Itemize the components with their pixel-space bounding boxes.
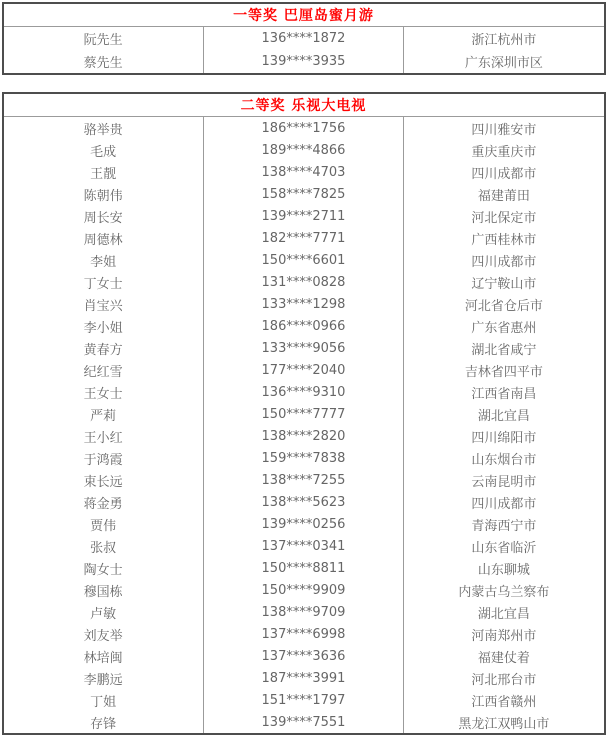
winner-phone-cell: 138****7255 [203, 469, 404, 491]
winner-phone-cell: 138****2820 [203, 425, 404, 447]
winner-phone-cell: 133****9056 [203, 337, 404, 359]
winner-name-cell: 黄春方 [3, 337, 204, 359]
winner-name-cell: 王小红 [3, 425, 204, 447]
winner-location-cell: 四川雅安市 [404, 117, 605, 140]
winner-phone-cell: 150****8811 [203, 557, 404, 579]
table-row [3, 469, 605, 491]
table-row [3, 447, 605, 469]
winner-location-cell: 河南郑州市 [404, 623, 605, 645]
table-row [3, 513, 605, 535]
winner-name-cell: 李姐 [3, 249, 204, 271]
winner-location-cell: 四川成都市 [404, 491, 605, 513]
table-row [3, 711, 605, 734]
table-row [3, 645, 605, 667]
table-row [3, 623, 605, 645]
winner-phone-cell: 138****4703 [203, 161, 404, 183]
winner-name-cell: 刘友举 [3, 623, 204, 645]
winner-phone-cell: 159****7838 [203, 447, 404, 469]
winner-name-cell: 蔡先生 [3, 50, 204, 74]
winner-phone-cell: 150****7777 [203, 403, 404, 425]
winner-name-cell: 存锋 [3, 711, 204, 734]
table-row [3, 205, 605, 227]
winner-location-cell: 湖北宜昌 [404, 403, 605, 425]
second-prize-title: 二等奖 乐视大电视 [3, 93, 605, 117]
winner-location-cell: 山东烟台市 [404, 447, 605, 469]
winner-phone-cell: 150****6601 [203, 249, 404, 271]
table-row [3, 557, 605, 579]
winner-phone-cell: 138****5623 [203, 491, 404, 513]
table-row [3, 183, 605, 205]
winner-location-cell: 四川成都市 [404, 161, 605, 183]
winner-phone-cell: 186****1756 [203, 117, 404, 140]
winner-name-cell: 严莉 [3, 403, 204, 425]
table-row [3, 315, 605, 337]
table-row [3, 27, 605, 51]
table-row [3, 425, 605, 447]
second-prize-header-row [3, 93, 605, 117]
table-row [3, 161, 605, 183]
winner-phone-cell: 137****0341 [203, 535, 404, 557]
winner-name-cell: 蒋金勇 [3, 491, 204, 513]
table-row [3, 403, 605, 425]
winner-name-cell: 纪红雪 [3, 359, 204, 381]
winner-location-cell: 广西桂林市 [404, 227, 605, 249]
winner-location-cell: 江西省南昌 [404, 381, 605, 403]
winner-location-cell: 广东省惠州 [404, 315, 605, 337]
winner-phone-cell: 139****3935 [203, 50, 404, 74]
winner-location-cell: 内蒙古乌兰察布 [404, 579, 605, 601]
winner-location-cell: 浙江杭州市 [404, 27, 605, 51]
winner-name-cell: 周长安 [3, 205, 204, 227]
table-row [3, 271, 605, 293]
winner-phone-cell: 186****0966 [203, 315, 404, 337]
winner-location-cell: 江西省赣州 [404, 689, 605, 711]
winner-name-cell: 骆举贵 [3, 117, 204, 140]
winner-location-cell: 河北保定市 [404, 205, 605, 227]
winner-phone-cell: 187****3991 [203, 667, 404, 689]
winner-name-cell: 李小姐 [3, 315, 204, 337]
winner-phone-cell: 136****1872 [203, 27, 404, 51]
winner-phone-cell: 150****9909 [203, 579, 404, 601]
winner-location-cell: 重庆重庆市 [404, 139, 605, 161]
table-row [3, 293, 605, 315]
winner-location-cell: 四川绵阳市 [404, 425, 605, 447]
winner-name-cell: 丁姐 [3, 689, 204, 711]
table-row [3, 139, 605, 161]
first-prize-table-head [3, 3, 605, 27]
winner-location-cell: 山东聊城 [404, 557, 605, 579]
winner-location-cell: 福建仗着 [404, 645, 605, 667]
table-row [3, 491, 605, 513]
table-row [3, 667, 605, 689]
table-row [3, 227, 605, 249]
table-row [3, 381, 605, 403]
second-prize-table-head [3, 93, 605, 117]
winner-location-cell: 辽宁鞍山市 [404, 271, 605, 293]
winner-phone-cell: 139****2711 [203, 205, 404, 227]
table-row [3, 249, 605, 271]
winner-name-cell: 贾伟 [3, 513, 204, 535]
winner-location-cell: 青海西宁市 [404, 513, 605, 535]
winner-phone-cell: 137****3636 [203, 645, 404, 667]
winner-location-cell: 湖北省咸宁 [404, 337, 605, 359]
winner-phone-cell: 136****9310 [203, 381, 404, 403]
winner-name-cell: 阮先生 [3, 27, 204, 51]
winner-location-cell: 河北邢台市 [404, 667, 605, 689]
winner-name-cell: 毛成 [3, 139, 204, 161]
winner-phone-cell: 138****9709 [203, 601, 404, 623]
winner-name-cell: 周德林 [3, 227, 204, 249]
winner-phone-cell: 182****7771 [203, 227, 404, 249]
winner-name-cell: 丁女士 [3, 271, 204, 293]
first-prize-header-row [3, 3, 605, 27]
winner-location-cell: 广东深圳市区 [404, 50, 605, 74]
winner-name-cell: 穆国栋 [3, 579, 204, 601]
winner-phone-cell: 131****0828 [203, 271, 404, 293]
winner-name-cell: 王靓 [3, 161, 204, 183]
winner-name-cell: 王女士 [3, 381, 204, 403]
table-row [3, 689, 605, 711]
winner-phone-cell: 189****4866 [203, 139, 404, 161]
table-row [3, 535, 605, 557]
winner-phone-cell: 177****2040 [203, 359, 404, 381]
winner-name-cell: 陈朝伟 [3, 183, 204, 205]
winner-location-cell: 黑龙江双鸭山市 [404, 711, 605, 734]
table-row [3, 579, 605, 601]
second-prize-rows [3, 117, 605, 735]
first-prize-rows [3, 27, 605, 75]
winner-location-cell: 吉林省四平市 [404, 359, 605, 381]
winner-name-cell: 张叔 [3, 535, 204, 557]
winner-location-cell: 湖北宜昌 [404, 601, 605, 623]
winner-name-cell: 林培闽 [3, 645, 204, 667]
winner-location-cell: 福建莆田 [404, 183, 605, 205]
winner-location-cell: 云南昆明市 [404, 469, 605, 491]
winner-name-cell: 李鹏远 [3, 667, 204, 689]
table-row [3, 117, 605, 140]
winner-name-cell: 束长远 [3, 469, 204, 491]
table-row [3, 337, 605, 359]
winner-location-cell: 四川成都市 [404, 249, 605, 271]
winner-name-cell: 于鸿霞 [3, 447, 204, 469]
table-row [3, 359, 605, 381]
second-prize-table [2, 92, 606, 735]
winner-phone-cell: 151****1797 [203, 689, 404, 711]
winner-location-cell: 河北省仓后市 [404, 293, 605, 315]
winner-phone-cell: 137****6998 [203, 623, 404, 645]
first-prize-title: 一等奖 巴厘岛蜜月游 [3, 3, 605, 27]
winner-phone-cell: 139****7551 [203, 711, 404, 734]
winner-name-cell: 陶女士 [3, 557, 204, 579]
table-row [3, 50, 605, 74]
first-prize-table [2, 2, 606, 75]
winner-phone-cell: 139****0256 [203, 513, 404, 535]
winner-phone-cell: 158****7825 [203, 183, 404, 205]
winner-location-cell: 山东省临沂 [404, 535, 605, 557]
winner-phone-cell: 133****1298 [203, 293, 404, 315]
table-row [3, 601, 605, 623]
winner-name-cell: 卢敏 [3, 601, 204, 623]
winner-name-cell: 肖宝兴 [3, 293, 204, 315]
